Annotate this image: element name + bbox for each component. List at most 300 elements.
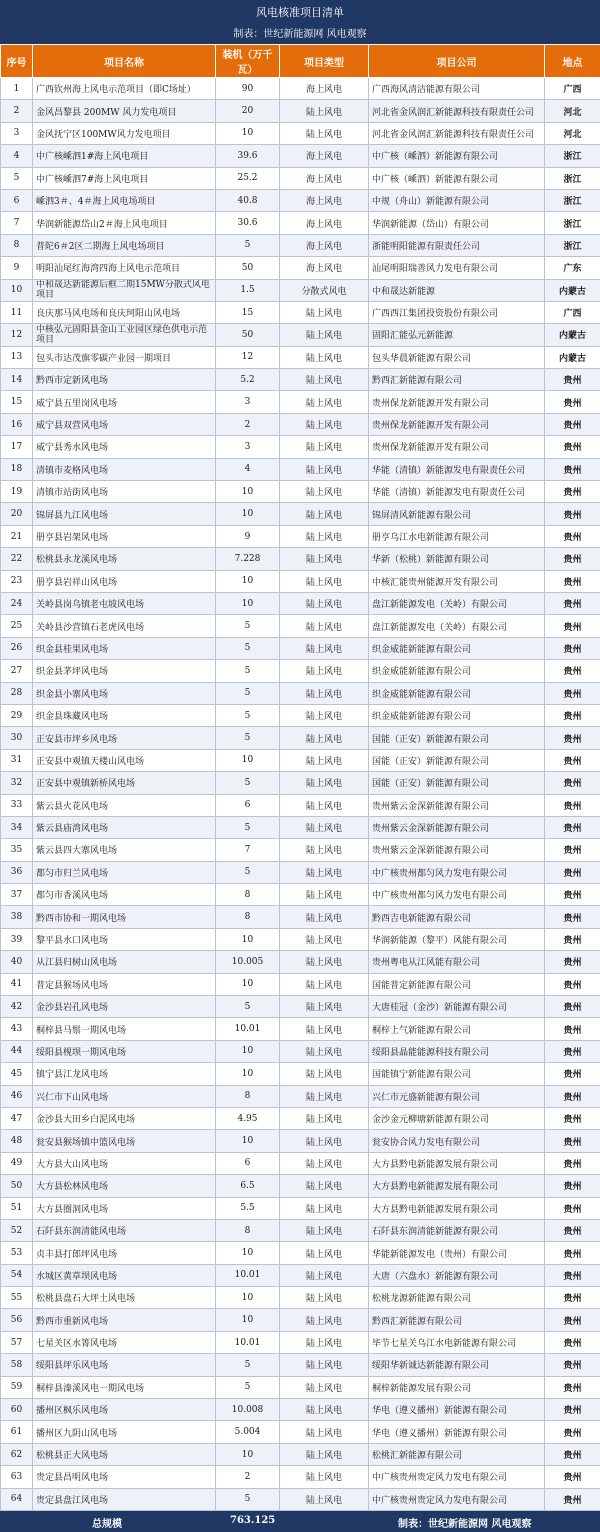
row-index: 39 — [1, 928, 33, 950]
project-type: 陆上风电 — [280, 1466, 369, 1488]
total-label: 总规模 — [92, 1515, 122, 1530]
table-body — [1, 78, 600, 1511]
row-index: 6 — [1, 189, 33, 211]
capacity: 8 — [216, 884, 280, 906]
project-type: 陆上风电 — [280, 928, 369, 950]
project-name: 中广核嵊泗1#海上风电项目 — [33, 145, 216, 167]
project-name: 中广核嵊泗7#海上风电项目 — [33, 167, 216, 189]
location: 贵州 — [545, 861, 600, 883]
row-index: 1 — [1, 78, 33, 100]
row-index: 21 — [1, 525, 33, 547]
project-name: 织金县桂果风电场 — [33, 637, 216, 659]
capacity: 10 — [216, 1287, 280, 1309]
capacity: 5 — [216, 727, 280, 749]
row-index: 57 — [1, 1331, 33, 1353]
project-name: 中核弘元固阳县金山工业园区绿色供电示范项目 — [33, 324, 216, 346]
table-row — [1, 727, 600, 749]
location: 广西 — [545, 301, 600, 323]
row-index: 34 — [1, 816, 33, 838]
project-type: 陆上风电 — [280, 458, 369, 480]
project-type: 陆上风电 — [280, 391, 369, 413]
company: 贵州紫云金深新能源有限公司 — [369, 839, 545, 861]
row-index: 11 — [1, 301, 33, 323]
project-name: 紫云县庙湾风电场 — [33, 816, 216, 838]
table-row — [1, 772, 600, 794]
project-type: 陆上风电 — [280, 682, 369, 704]
location: 内蒙古 — [545, 279, 600, 301]
company: 固阳汇能弘元新能源 — [369, 324, 545, 346]
capacity: 5 — [216, 996, 280, 1018]
capacity: 8 — [216, 1085, 280, 1107]
company: 华能（清镇）新能源发电有限责任公司 — [369, 458, 545, 480]
location: 贵州 — [545, 794, 600, 816]
capacity: 30.6 — [216, 212, 280, 234]
table-row — [1, 928, 600, 950]
location: 贵州 — [545, 413, 600, 435]
table-row — [1, 1242, 600, 1264]
row-index: 3 — [1, 122, 33, 144]
row-index: 2 — [1, 100, 33, 122]
table-row — [1, 1331, 600, 1353]
table-row — [1, 548, 600, 570]
project-type: 陆上风电 — [280, 592, 369, 614]
company: 贵州保龙新能源开发有限公司 — [369, 391, 545, 413]
company: 广西海风清洁能源有限公司 — [369, 78, 545, 100]
table-row — [1, 884, 600, 906]
capacity: 15 — [216, 301, 280, 323]
row-index: 32 — [1, 772, 33, 794]
capacity: 5 — [216, 1354, 280, 1376]
company: 织金威能新能源有限公司 — [369, 660, 545, 682]
location: 贵州 — [545, 772, 600, 794]
location: 贵州 — [545, 391, 600, 413]
location: 浙江 — [545, 212, 600, 234]
location: 河北 — [545, 122, 600, 144]
table-row — [1, 436, 600, 458]
row-index: 47 — [1, 1107, 33, 1129]
company: 贵州紫云金深新能源有限公司 — [369, 794, 545, 816]
capacity: 5 — [216, 1488, 280, 1510]
table-row — [1, 1219, 600, 1241]
column-header-capacity: 装机（万千瓦） — [216, 45, 280, 78]
project-name: 紫云县四大寨风电场 — [33, 839, 216, 861]
table-row — [1, 570, 600, 592]
capacity: 5 — [216, 1376, 280, 1398]
table-row — [1, 816, 600, 838]
row-index: 51 — [1, 1197, 33, 1219]
company: 黔西汇新能源有限公司 — [369, 1309, 545, 1331]
row-index: 42 — [1, 996, 33, 1018]
capacity: 10.005 — [216, 951, 280, 973]
table-row — [1, 637, 600, 659]
row-index: 29 — [1, 704, 33, 726]
project-type: 陆上风电 — [280, 1197, 369, 1219]
project-name: 良庆那马风电场和良庆珂阳山风电场 — [33, 301, 216, 323]
project-name: 黎平县水口风电场 — [33, 928, 216, 950]
column-header-project-type: 项目类型 — [280, 45, 369, 78]
capacity: 6.5 — [216, 1175, 280, 1197]
project-type: 陆上风电 — [280, 122, 369, 144]
location: 贵州 — [545, 1488, 600, 1510]
project-name: 普定县猴场风电场 — [33, 973, 216, 995]
company: 桐梓新能源发展有限公司 — [369, 1376, 545, 1398]
row-index: 27 — [1, 660, 33, 682]
location: 贵州 — [545, 928, 600, 950]
capacity: 39.6 — [216, 145, 280, 167]
company: 华新（松桃）新能源有限公司 — [369, 548, 545, 570]
project-name: 关岭县沙营镇石老虎风电场 — [33, 615, 216, 637]
capacity: 10 — [216, 1443, 280, 1465]
company: 汕尾明阳瑞善风力发电有限公司 — [369, 257, 545, 279]
table-header-row — [1, 45, 600, 78]
location: 贵州 — [545, 1331, 600, 1353]
company: 华能（清镇）新能源发电有限责任公司 — [369, 481, 545, 503]
project-name: 金沙县岩孔风电场 — [33, 996, 216, 1018]
location: 贵州 — [545, 1130, 600, 1152]
company: 中核汇能贵州能源开发有限公司 — [369, 570, 545, 592]
project-name: 金沙县大田乡白泥风电场 — [33, 1107, 216, 1129]
project-name: 瓮安县猴场镇中篮风电场 — [33, 1130, 216, 1152]
project-type: 陆上风电 — [280, 660, 369, 682]
capacity: 7.228 — [216, 548, 280, 570]
table-row — [1, 996, 600, 1018]
project-name: 松桃县永龙溪风电场 — [33, 548, 216, 570]
location: 贵州 — [545, 1085, 600, 1107]
row-index: 4 — [1, 145, 33, 167]
project-name: 桐梓县马鬃一期风电场 — [33, 1018, 216, 1040]
project-name: 绥阳县坪乐风电场 — [33, 1354, 216, 1376]
table-row — [1, 615, 600, 637]
table-row — [1, 1040, 600, 1062]
project-name: 石阡县东润清能风电场 — [33, 1219, 216, 1241]
capacity: 5 — [216, 234, 280, 256]
company: 国能普定新能源有限公司 — [369, 973, 545, 995]
location: 贵州 — [545, 906, 600, 928]
capacity: 50 — [216, 324, 280, 346]
capacity: 5.004 — [216, 1421, 280, 1443]
table-row — [1, 1063, 600, 1085]
project-type: 陆上风电 — [280, 1018, 369, 1040]
table-row — [1, 346, 600, 368]
location: 浙江 — [545, 234, 600, 256]
row-index: 12 — [1, 324, 33, 346]
project-type: 陆上风电 — [280, 1399, 369, 1421]
location: 贵州 — [545, 1264, 600, 1286]
location: 贵州 — [545, 1287, 600, 1309]
table-row — [1, 1421, 600, 1443]
table-row — [1, 839, 600, 861]
project-type: 陆上风电 — [280, 951, 369, 973]
row-index: 44 — [1, 1040, 33, 1062]
project-name: 金风昌黎县 200MW 风力发电项目 — [33, 100, 216, 122]
table-row — [1, 973, 600, 995]
project-type: 陆上风电 — [280, 839, 369, 861]
capacity: 8 — [216, 1219, 280, 1241]
company: 桐梓上气新能源有限公司 — [369, 1018, 545, 1040]
project-type: 陆上风电 — [280, 1443, 369, 1465]
company: 大唐桂冠（金沙）新能源有限公司 — [369, 996, 545, 1018]
table-row — [1, 1018, 600, 1040]
row-index: 60 — [1, 1399, 33, 1421]
project-type: 陆上风电 — [280, 1040, 369, 1062]
project-type: 陆上风电 — [280, 100, 369, 122]
table-row — [1, 369, 600, 391]
project-type: 陆上风电 — [280, 503, 369, 525]
project-type: 陆上风电 — [280, 1219, 369, 1241]
project-name: 关岭县岗乌镇老屯坡风电场 — [33, 592, 216, 614]
company: 松桃汇新能源有限公司 — [369, 1443, 545, 1465]
company: 盘江新能源发电（关岭）有限公司 — [369, 592, 545, 614]
capacity: 10 — [216, 503, 280, 525]
location: 贵州 — [545, 1219, 600, 1241]
company: 河北省金风润汇新能源科技有限责任公司 — [369, 122, 545, 144]
project-name: 广西钦州海上风电示范项目（即C场址） — [33, 78, 216, 100]
project-type: 陆上风电 — [280, 1354, 369, 1376]
project-type: 陆上风电 — [280, 548, 369, 570]
location: 贵州 — [545, 1443, 600, 1465]
company: 兴仁市元盛新能源有限公司 — [369, 1085, 545, 1107]
project-name: 织金县茅坪风电场 — [33, 660, 216, 682]
project-type: 海上风电 — [280, 189, 369, 211]
table-row — [1, 212, 600, 234]
project-name: 贵定县昌明风电场 — [33, 1466, 216, 1488]
capacity: 10 — [216, 570, 280, 592]
company: 锦屏清风新能源有限公司 — [369, 503, 545, 525]
capacity: 6 — [216, 1152, 280, 1174]
project-name: 七星关区水箐风电场 — [33, 1331, 216, 1353]
location: 贵州 — [545, 682, 600, 704]
table-row — [1, 1399, 600, 1421]
company: 册亨乌江水电新能源有限公司 — [369, 525, 545, 547]
row-index: 14 — [1, 369, 33, 391]
table-row — [1, 1488, 600, 1510]
table-row — [1, 458, 600, 480]
project-type: 陆上风电 — [280, 973, 369, 995]
table-row — [1, 951, 600, 973]
project-name: 册亨县岩架风电场 — [33, 525, 216, 547]
table-row — [1, 1376, 600, 1398]
capacity: 5 — [216, 615, 280, 637]
capacity: 40.8 — [216, 189, 280, 211]
table-row — [1, 413, 600, 435]
project-type: 陆上风电 — [280, 481, 369, 503]
row-index: 28 — [1, 682, 33, 704]
row-index: 8 — [1, 234, 33, 256]
location: 广东 — [545, 257, 600, 279]
project-type: 陆上风电 — [280, 727, 369, 749]
location: 贵州 — [545, 749, 600, 771]
company: 大方县黔电新能源发展有限公司 — [369, 1152, 545, 1174]
table-row — [1, 1197, 600, 1219]
row-index: 45 — [1, 1063, 33, 1085]
location: 贵州 — [545, 1421, 600, 1443]
row-index: 35 — [1, 839, 33, 861]
company: 中广核贵州都匀风力发电有限公司 — [369, 861, 545, 883]
project-name: 威宁县秀水风电场 — [33, 436, 216, 458]
capacity: 10 — [216, 1040, 280, 1062]
project-name: 威宁县五里岗风电场 — [33, 391, 216, 413]
table-row — [1, 167, 600, 189]
company: 国能（正安）新能源有限公司 — [369, 727, 545, 749]
project-type: 陆上风电 — [280, 1309, 369, 1331]
row-index: 62 — [1, 1443, 33, 1465]
capacity: 1.5 — [216, 279, 280, 301]
project-name: 都匀市香溪风电场 — [33, 884, 216, 906]
row-index: 43 — [1, 1018, 33, 1040]
project-type: 海上风电 — [280, 212, 369, 234]
project-name: 正安县中观镇新桥风电场 — [33, 772, 216, 794]
company: 绥阳县晶能能源科技有限公司 — [369, 1040, 545, 1062]
table-row — [1, 1264, 600, 1286]
capacity: 25.2 — [216, 167, 280, 189]
table-row — [1, 279, 600, 301]
company: 华润新能源（黎平）风能有限公司 — [369, 928, 545, 950]
project-name: 中和晟达新能源后框二期15MW分散式风电项目 — [33, 279, 216, 301]
project-type: 陆上风电 — [280, 570, 369, 592]
project-name: 金风抚宁区100MW风力发电项目 — [33, 122, 216, 144]
project-name: 绥阳县枧坝一期风电场 — [33, 1040, 216, 1062]
table-row — [1, 525, 600, 547]
company: 贵州粤电从江风能有限公司 — [369, 951, 545, 973]
row-index: 49 — [1, 1152, 33, 1174]
project-name: 松桃县盘石大坪土风电场 — [33, 1287, 216, 1309]
row-index: 38 — [1, 906, 33, 928]
table-row — [1, 481, 600, 503]
project-type: 陆上风电 — [280, 525, 369, 547]
project-type: 陆上风电 — [280, 1242, 369, 1264]
location: 贵州 — [545, 503, 600, 525]
location: 贵州 — [545, 660, 600, 682]
project-name: 明阳汕尾红海湾四海上风电示范项目 — [33, 257, 216, 279]
project-type: 陆上风电 — [280, 1376, 369, 1398]
company: 黔西汇新能源有限公司 — [369, 369, 545, 391]
company: 瓮安协合风力发电有限公司 — [369, 1130, 545, 1152]
company: 织金威能新能源有限公司 — [369, 704, 545, 726]
capacity: 5 — [216, 816, 280, 838]
capacity: 90 — [216, 78, 280, 100]
company: 大唐（六盘水）新能源有限公司 — [369, 1264, 545, 1286]
project-type: 陆上风电 — [280, 816, 369, 838]
project-name: 正安县市坪乡风电场 — [33, 727, 216, 749]
company: 贵州保龙新能源开发有限公司 — [369, 413, 545, 435]
project-name: 镇宁县江龙风电场 — [33, 1063, 216, 1085]
row-index: 56 — [1, 1309, 33, 1331]
capacity: 4.95 — [216, 1107, 280, 1129]
project-type: 陆上风电 — [280, 772, 369, 794]
location: 贵州 — [545, 1063, 600, 1085]
company: 织金威能新能源有限公司 — [369, 637, 545, 659]
project-name: 织金县珠藏风电场 — [33, 704, 216, 726]
row-index: 55 — [1, 1287, 33, 1309]
project-name: 普陀6＃2区二期海上风电场项目 — [33, 234, 216, 256]
table-row — [1, 749, 600, 771]
location: 贵州 — [545, 727, 600, 749]
row-index: 18 — [1, 458, 33, 480]
row-index: 61 — [1, 1421, 33, 1443]
company: 大方县黔电新能源发展有限公司 — [369, 1197, 545, 1219]
location: 贵州 — [545, 615, 600, 637]
capacity: 10 — [216, 592, 280, 614]
row-index: 54 — [1, 1264, 33, 1286]
capacity: 5.2 — [216, 369, 280, 391]
capacity: 5 — [216, 682, 280, 704]
location: 广西 — [545, 78, 600, 100]
company: 中广核（嵊泗）新能源有限公司 — [369, 167, 545, 189]
row-index: 5 — [1, 167, 33, 189]
project-table — [0, 44, 600, 1511]
capacity: 5 — [216, 660, 280, 682]
project-type: 陆上风电 — [280, 749, 369, 771]
row-index: 64 — [1, 1488, 33, 1510]
location: 贵州 — [545, 1197, 600, 1219]
project-name: 包头市达茂旗零碳产业园一期项目 — [33, 346, 216, 368]
table-row — [1, 1175, 600, 1197]
row-index: 33 — [1, 794, 33, 816]
company: 金沙金元柳塘新能源有限公司 — [369, 1107, 545, 1129]
location: 贵州 — [545, 1018, 600, 1040]
row-index: 25 — [1, 615, 33, 637]
capacity: 4 — [216, 458, 280, 480]
row-index: 52 — [1, 1219, 33, 1241]
row-index: 53 — [1, 1242, 33, 1264]
project-name: 清镇市站街风电场 — [33, 481, 216, 503]
project-name: 播州区枫乐风电场 — [33, 1399, 216, 1421]
project-name: 正安县中观镇天楼山风电场 — [33, 749, 216, 771]
company: 中广核贵州贵定风力发电有限公司 — [369, 1488, 545, 1510]
project-name: 贵定县盘江风电场 — [33, 1488, 216, 1510]
location: 浙江 — [545, 145, 600, 167]
location: 浙江 — [545, 189, 600, 211]
project-name: 贞丰县打郎坪风电场 — [33, 1242, 216, 1264]
project-type: 海上风电 — [280, 257, 369, 279]
company: 华电（遵义播州）新能源有限公司 — [369, 1399, 545, 1421]
capacity: 10.01 — [216, 1264, 280, 1286]
project-type: 陆上风电 — [280, 413, 369, 435]
row-index: 26 — [1, 637, 33, 659]
location: 贵州 — [545, 884, 600, 906]
table-row — [1, 78, 600, 100]
table-row — [1, 1130, 600, 1152]
row-index: 7 — [1, 212, 33, 234]
capacity: 10 — [216, 749, 280, 771]
project-name: 黔西市协和一期风电场 — [33, 906, 216, 928]
capacity: 5 — [216, 772, 280, 794]
location: 贵州 — [545, 973, 600, 995]
table-row — [1, 257, 600, 279]
project-type: 陆上风电 — [280, 1130, 369, 1152]
header-banner — [0, 0, 600, 44]
location: 贵州 — [545, 704, 600, 726]
company: 石阡县东润清能新能源有限公司 — [369, 1219, 545, 1241]
table-row — [1, 391, 600, 413]
company: 国能（正安）新能源有限公司 — [369, 772, 545, 794]
company: 华电（遵义播州）新能源有限公司 — [369, 1421, 545, 1443]
table-row — [1, 1309, 600, 1331]
project-name: 播州区九阴山风电场 — [33, 1421, 216, 1443]
location: 贵州 — [545, 570, 600, 592]
company: 绥阳华新诚达新能源有限公司 — [369, 1354, 545, 1376]
capacity: 50 — [216, 257, 280, 279]
row-index: 22 — [1, 548, 33, 570]
location: 贵州 — [545, 1107, 600, 1129]
capacity: 3 — [216, 436, 280, 458]
table-row — [1, 1085, 600, 1107]
project-type: 陆上风电 — [280, 637, 369, 659]
project-name: 都匀市归兰风电场 — [33, 861, 216, 883]
capacity: 7 — [216, 839, 280, 861]
project-name: 嵊泗3＃、4＃海上风电场项目 — [33, 189, 216, 211]
location: 贵州 — [545, 1040, 600, 1062]
